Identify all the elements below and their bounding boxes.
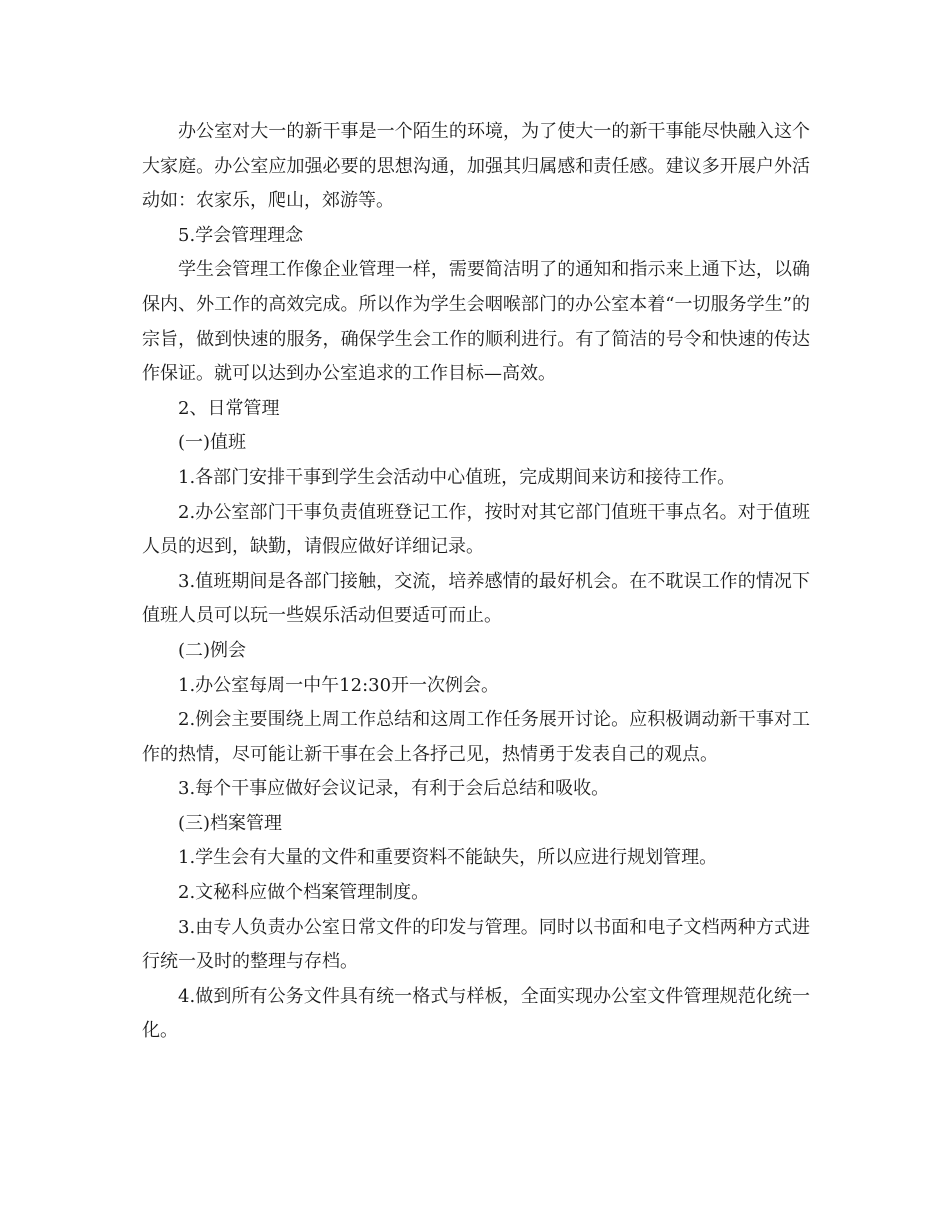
meeting-item-3: 3.每个干事应做好会议记录，有利于会后总结和吸收。 — [178, 778, 610, 800]
archive-item-1: 1.学生会有大量的文件和重要资料不能缺失，所以应进行规划管理。 — [178, 847, 718, 869]
subheading-archive: (三)档案管理 — [178, 812, 283, 834]
archive-item-4: 4.做到所有公务文件具有统一格式与样板，全面实现办公室文件管理规范化统一化。 — [142, 985, 810, 1042]
subheading-duty: (一)值班 — [178, 432, 247, 454]
heading-management-concept: 5.学会管理理念 — [178, 224, 304, 246]
archive-item-3: 3.由专人负责办公室日常文件的印发与管理。同时以书面和电子文档两种方式进行统一及时的整理与存档。 — [142, 916, 810, 973]
archive-item-2: 2.文秘科应做个档案管理制度。 — [178, 882, 430, 904]
paragraph-management-concept: 学生会管理工作像企业管理一样，需要简洁明了的通知和指示来上通下达，以确保内、外工作的高效完成。所以作为学生会咽喉部门的办公室本着“一切服务学生”的宗旨，做到快速的服务，确保学生会工作的顺利进行。有了简洁的号令和快速的传达作保证。就可以达到办公室追求的工作目标—高效。 — [142, 259, 810, 385]
duty-item-3: 3.值班期间是各部门接触，交流，培养感情的最好机会。在不耽误工作的情况下值班人员可以玩一些娱乐活动但要适可而止。 — [142, 570, 810, 627]
document-page — [142, 115, 810, 1049]
heading-daily-management: 2、日常管理 — [178, 397, 280, 419]
duty-item-1: 1.各部门安排干事到学生会活动中心值班，完成期间来访和接待工作。 — [178, 466, 736, 488]
meeting-item-2: 2.例会主要围绕上周工作总结和这周工作任务展开讨论。应积极调动新干事对工作的热情，尽可能让新干事在会上各抒己见，热情勇于发表自己的观点。 — [142, 709, 810, 765]
paragraph-intro: 办公室对大一的新干事是一个陌生的环境，为了使大一的新干事能尽快融入这个大家庭。办公室应加强必要的思想沟通，加强其归属感和责任感。建议多开展户外活动如：农家乐，爬山，郊游等。 — [142, 121, 810, 212]
duty-item-2: 2.办公室部门干事负责值班登记工作，按时对其它部门值班干事点名。对于值班人员的迟到，缺勤，请假应做好详细记录。 — [142, 501, 810, 558]
subheading-meeting: (二)例会 — [178, 639, 247, 661]
meeting-item-1: 1.办公室每周一中午12:30开一次例会。 — [178, 674, 500, 696]
